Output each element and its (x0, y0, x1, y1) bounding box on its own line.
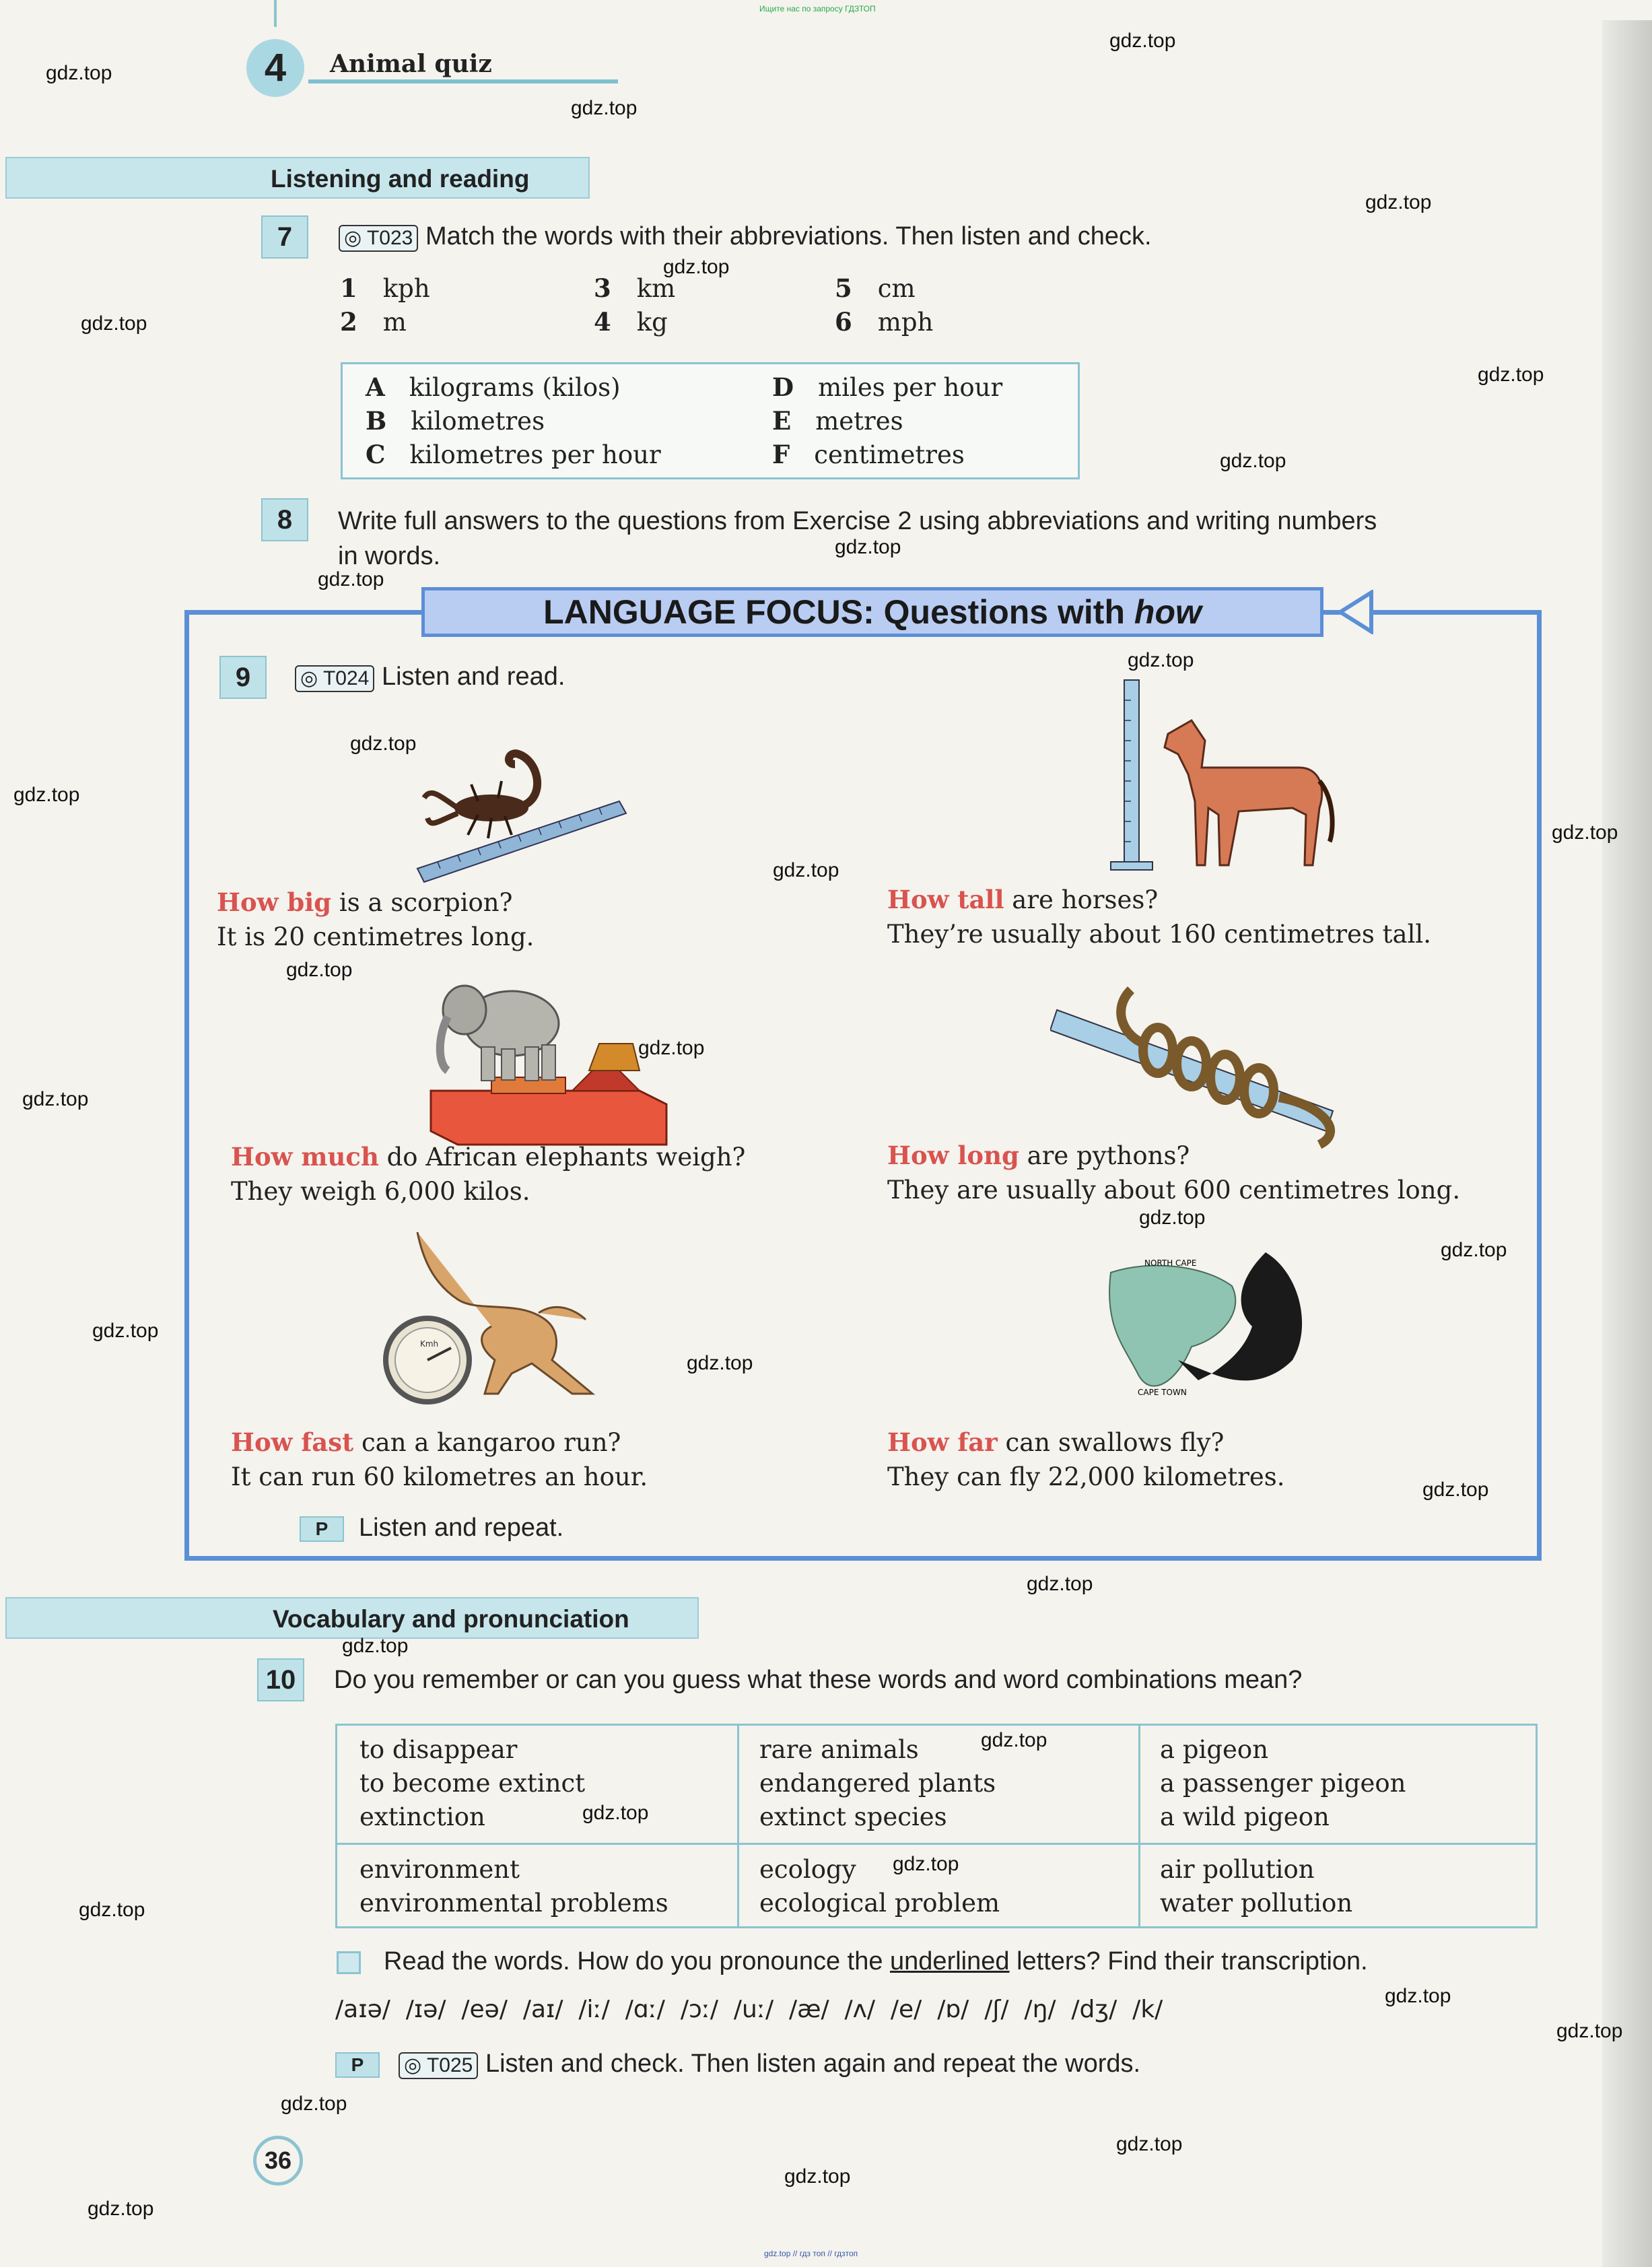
watermark: gdz.top (350, 733, 417, 755)
qa-kangaroo: How fast can a kangaroo run? It can run 60 kilometres an hour. (231, 1427, 648, 1491)
watermark: gdz.top (88, 2198, 154, 2220)
watermark: gdz.top (582, 1802, 649, 1824)
qa-horse: How tall are horses? They’re usually about 160 centimetres tall. (887, 885, 1432, 949)
grid-cell: rare animals endangered plants extinct species (759, 1735, 996, 1831)
ex7-item: 6 mph (835, 307, 934, 337)
page-edge (1602, 20, 1652, 2267)
watermark: gdz.top (1552, 821, 1618, 844)
track-t024[interactable]: ◎ T024 (295, 665, 374, 692)
qa-elephant: How much do African elephants weigh? They weigh 6,000 kilos. (231, 1142, 746, 1206)
ex7-item: 3 km (594, 273, 676, 303)
watermark: gdz.top (79, 1899, 145, 1921)
unit-badge: 4 (246, 39, 304, 97)
watermark: gdz.top (1128, 649, 1194, 671)
ex9-instruction: Listen and read. (381, 663, 565, 691)
ex7-option: F centimetres (772, 440, 965, 469)
watermark: gdz.top (981, 1729, 1047, 1751)
qa-python: How long are pythons? They are usually about 600 centimetres long. (887, 1141, 1461, 1205)
ex8-instruction: Write full answers to the questions from Exercise 2 using abbreviations and writing numbers in words. (338, 507, 1377, 570)
watermark: gdz.top (22, 1088, 89, 1110)
ex7-items (340, 273, 1013, 347)
ex7-option: C kilometres per hour (366, 440, 661, 469)
section-listening-reading: Listening and reading (5, 157, 590, 199)
watermark: gdz.top (663, 256, 730, 278)
pronunciation-badge: P (300, 1516, 344, 1542)
ex7-instruction: Match the words with their abbreviations. Then listen and check. (425, 222, 1152, 250)
watermark: gdz.top (46, 62, 112, 84)
ex7-item: 4 kg (594, 307, 668, 337)
read-checkbox[interactable] (337, 1951, 361, 1974)
top-note: Ищите нас по запросу ГДЗТОП (759, 4, 876, 13)
section-vocabulary: Vocabulary and pronunciation (5, 1597, 699, 1639)
ex10-number: 10 (257, 1658, 304, 1701)
watermark: gdz.top (92, 1320, 159, 1342)
ex9-repeat-row (300, 1514, 563, 1543)
map-label-bottom: CAPE TOWN (1138, 1388, 1187, 1397)
grid-cell: air pollution water pollution (1160, 1855, 1353, 1918)
watermark: gdz.top (835, 536, 901, 558)
ex10-instruction: Do you remember or can you guess what these words and word combinations mean? (334, 1666, 1303, 1694)
grid-cell: environment environmental problems (359, 1855, 668, 1918)
ex9-repeat-text: Listen and repeat. (359, 1514, 564, 1542)
ex10-check-text: Listen and check. Then listen again and repeat the words. (485, 2050, 1141, 2078)
watermark: gdz.top (1220, 450, 1286, 472)
watermark: gdz.top (1139, 1207, 1206, 1229)
track-t023[interactable]: ◎ T023 (339, 225, 418, 252)
watermark: gdz.top (1556, 2020, 1623, 2042)
python-ruler-image (1050, 983, 1360, 1151)
track-t025[interactable]: ◎ T025 (399, 2052, 478, 2079)
watermark: gdz.top (1027, 1573, 1093, 1595)
page-number: 36 (253, 2136, 303, 2186)
ex7-options-box (341, 362, 1080, 479)
grid-cell: a pigeon a passenger pigeon a wild pigeon (1160, 1735, 1406, 1831)
focus-arrow-icon (1336, 590, 1374, 634)
ex7-option: A kilograms (kilos) (366, 372, 621, 402)
watermark: gdz.top (773, 859, 839, 881)
watermark: gdz.top (13, 784, 80, 806)
watermark: gdz.top (318, 568, 384, 590)
pronunciation-badge: P (335, 2052, 380, 2078)
ex7-option: B kilometres (366, 406, 545, 436)
watermark: gdz.top (342, 1635, 409, 1657)
ex7-item: 2 m (340, 307, 407, 337)
ex7-option: E metres (772, 406, 903, 436)
qa-swallow: How far can swallows fly? They can fly 22,000 kilometres. (887, 1427, 1285, 1491)
watermark: gdz.top (286, 959, 353, 981)
horse-measuring-image (1104, 673, 1346, 875)
ipa-row: /aɪə/ /ɪə/ /eə/ /aɪ/ /iː/ /ɑː/ /ɔː/ /uː/ /æ/ /ʌ/ /e/ /ɒ/ /ʃ/ /ŋ/ /dʒ/ /k/ (335, 1996, 1163, 2023)
ex9-instruction-row (295, 663, 565, 692)
watermark: gdz.top (81, 312, 147, 335)
watermark: gdz.top (1365, 191, 1432, 213)
ex7-number: 7 (261, 215, 308, 259)
qa-scorpion: How big is a scorpion? It is 20 centimetres long. (217, 887, 535, 951)
ex7-option: D miles per hour (772, 372, 1003, 402)
elephant-scales-image (417, 970, 680, 1151)
watermark: gdz.top (784, 2165, 851, 2188)
watermark: gdz.top (1116, 2133, 1183, 2155)
ex7-item: 5 cm (835, 273, 916, 303)
watermark: gdz.top (1478, 364, 1544, 386)
ex7-instruction-row (339, 222, 1152, 252)
bottom-note: gdz.top // гдз топ // гдзтоп (764, 2249, 858, 2258)
grid-cell: ecology ecological problem (759, 1855, 1000, 1918)
grid-cell: to disappear to become extinct extinction (359, 1735, 586, 1831)
watermark: gdz.top (687, 1352, 753, 1374)
watermark: gdz.top (1385, 1985, 1451, 2007)
ex7-item: 1 kph (340, 273, 430, 303)
watermark: gdz.top (1422, 1479, 1489, 1501)
watermark: gdz.top (281, 2093, 347, 2115)
ex8-number: 8 (261, 498, 308, 541)
language-focus-banner: LANGUAGE FOCUS: Questions with how (421, 587, 1323, 637)
watermark: gdz.top (571, 97, 638, 119)
ex9-number: 9 (219, 656, 267, 699)
scorpion-ruler-image (411, 734, 633, 889)
kangaroo-speedometer-image (377, 1225, 633, 1414)
unit-title: Animal quiz (330, 50, 492, 78)
watermark: gdz.top (1441, 1239, 1507, 1261)
watermark: gdz.top (893, 1853, 959, 1875)
watermark: gdz.top (638, 1037, 705, 1059)
map-label-top: NORTH CAPE (1144, 1258, 1197, 1268)
gauge-label: Kmh (420, 1339, 439, 1349)
watermark: gdz.top (1109, 30, 1176, 52)
ex10-read-instruction: Read the words. How do you pronounce the underlined letters? Find their transcription. (384, 1947, 1368, 1975)
ex10-check-row (335, 2050, 1140, 2079)
swallow-map-image (1097, 1246, 1326, 1414)
